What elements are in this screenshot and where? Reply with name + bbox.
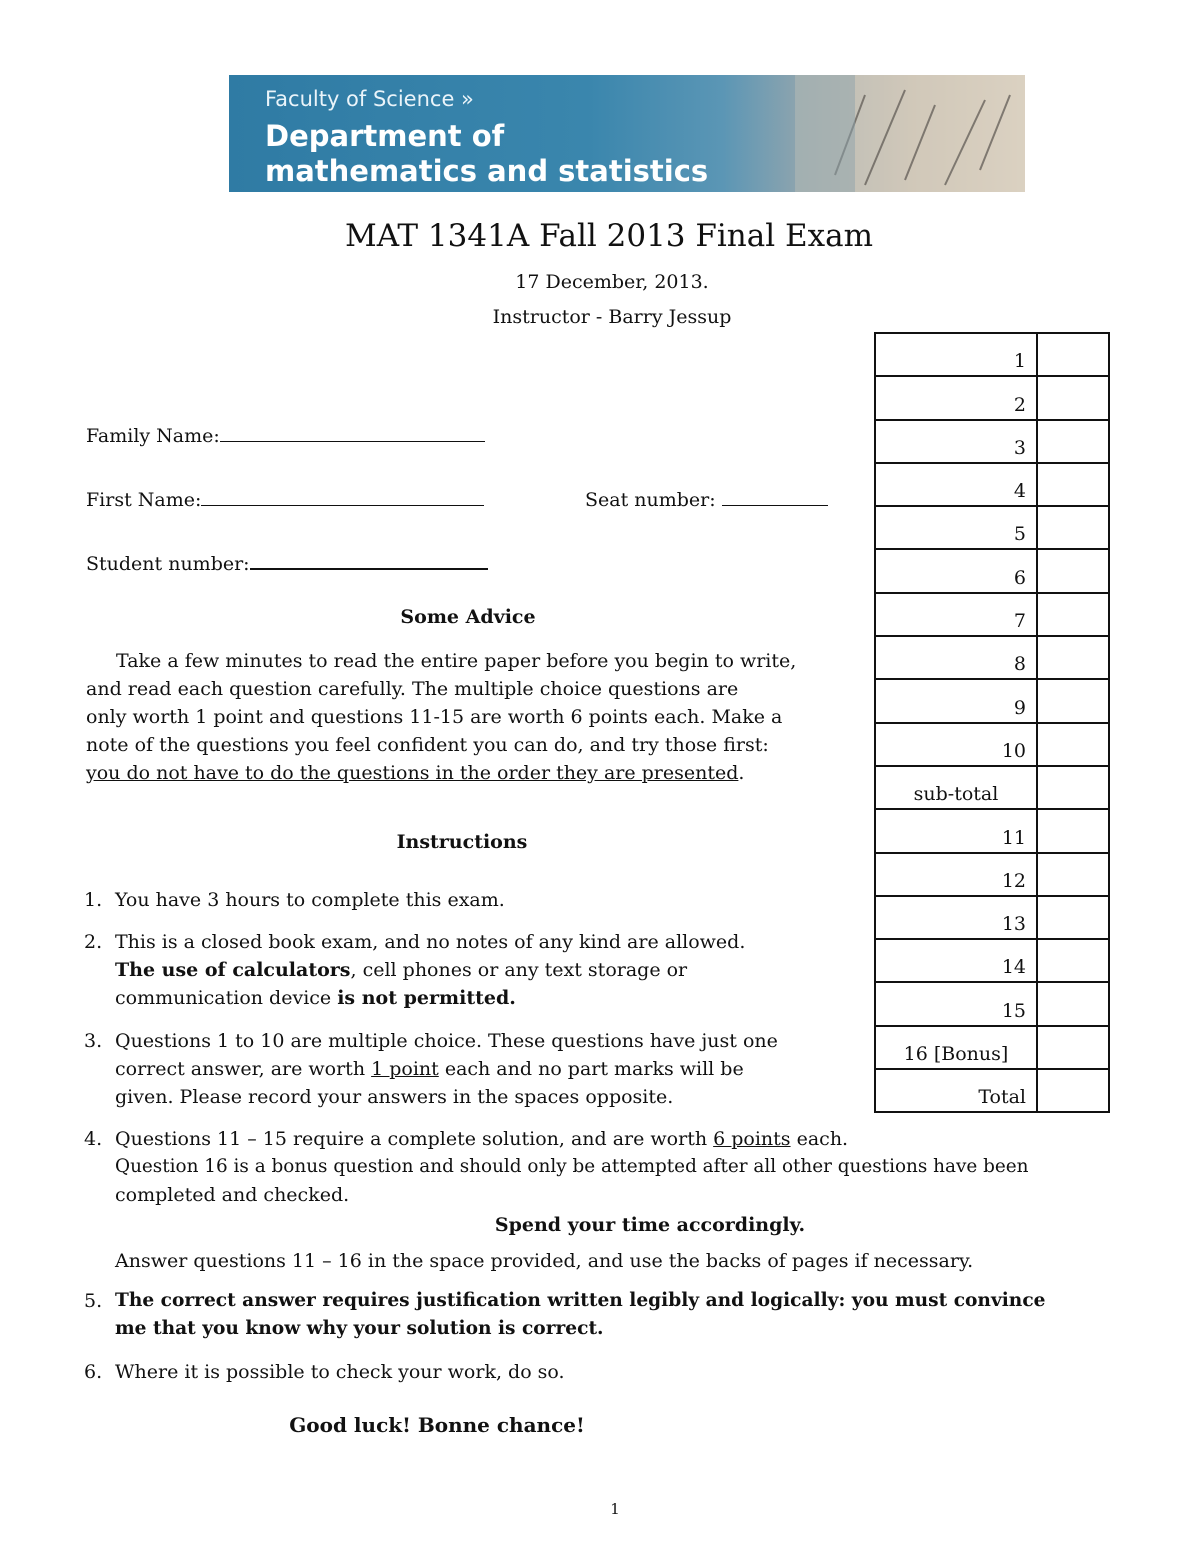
score-row-label: 11 bbox=[875, 809, 1037, 852]
closing-message: Good luck! Bonne chance! bbox=[289, 1413, 585, 1437]
instruction-4-line-1-post: each. bbox=[790, 1128, 849, 1150]
instruction-3-line-2-pre: correct answer, are worth bbox=[115, 1058, 372, 1080]
score-row bbox=[875, 376, 1109, 419]
score-row-label: sub-total bbox=[875, 766, 1037, 809]
score-row bbox=[875, 463, 1109, 506]
instruction-number: 1. bbox=[84, 889, 103, 911]
instruction-text: Where it is possible to check your work, do so. bbox=[115, 1361, 565, 1383]
score-row bbox=[875, 679, 1109, 722]
instruction-2-line-2 bbox=[115, 956, 1155, 984]
spend-time-bold-line: Spend your time accordingly. bbox=[494, 1214, 806, 1236]
instruction-text bbox=[115, 1027, 875, 1111]
score-row-label: 8 bbox=[875, 636, 1037, 679]
score-row-label: 12 bbox=[875, 853, 1037, 896]
score-row bbox=[875, 1026, 1109, 1069]
score-entry-box[interactable] bbox=[1037, 376, 1109, 419]
advice-line-2: and read each question carefully. The multiple choice questions are bbox=[86, 678, 739, 700]
family-name-label: Family Name: bbox=[86, 425, 220, 447]
family-name-blank[interactable] bbox=[220, 423, 485, 442]
score-row-label: 7 bbox=[875, 593, 1037, 636]
score-entry-box[interactable] bbox=[1037, 809, 1109, 852]
advice-heading: Some Advice bbox=[400, 606, 536, 628]
score-row-label: 13 bbox=[875, 896, 1037, 939]
instruction-5-line-1: The correct answer requires justification written legibly and logically: you must convince bbox=[115, 1290, 1046, 1311]
faculty-label: Faculty of Science » bbox=[265, 87, 474, 111]
instruction-number: 4. bbox=[84, 1128, 103, 1150]
instruction-text bbox=[115, 928, 1155, 1012]
score-row bbox=[875, 549, 1109, 592]
first-name-field[interactable] bbox=[86, 487, 484, 511]
advice-line-5 bbox=[86, 759, 846, 787]
score-row-label: 3 bbox=[875, 420, 1037, 463]
department-line-2: mathematics and statistics bbox=[265, 154, 709, 188]
instruction-3-line-3: given. Please record your answers in the spaces opposite. bbox=[115, 1086, 674, 1108]
decorative-paper-image bbox=[795, 75, 1025, 192]
instruction-4-line-1 bbox=[115, 1125, 1155, 1153]
page-number: 1 bbox=[610, 1500, 620, 1518]
score-entry-box[interactable] bbox=[1037, 593, 1109, 636]
score-entry-box[interactable] bbox=[1037, 506, 1109, 549]
score-row bbox=[875, 506, 1109, 549]
exam-title: MAT 1341A Fall 2013 Final Exam bbox=[344, 218, 874, 254]
seat-number-label: Seat number: bbox=[585, 489, 716, 511]
score-row-label: 15 bbox=[875, 982, 1037, 1025]
score-entry-box[interactable] bbox=[1037, 1069, 1109, 1112]
instructions-heading: Instructions bbox=[396, 831, 528, 853]
instruction-2-line-1: This is a closed book exam, and no notes of any kind are allowed. bbox=[115, 931, 746, 953]
instruction-4-line-4: Answer questions 11 – 16 in the space provided, and use the backs of pages if necessary. bbox=[115, 1250, 974, 1272]
score-row-label: 4 bbox=[875, 463, 1037, 506]
score-row bbox=[875, 1069, 1109, 1112]
score-row-label: 14 bbox=[875, 939, 1037, 982]
instruction-4-line-2: Question 16 is a bonus question and should only be attempted after all other questions have been bbox=[115, 1156, 1029, 1177]
department-name bbox=[265, 119, 708, 189]
score-entry-box[interactable] bbox=[1037, 333, 1109, 376]
seat-number-blank[interactable] bbox=[722, 487, 828, 506]
instruction-number: 3. bbox=[84, 1030, 103, 1052]
score-row-label: 2 bbox=[875, 376, 1037, 419]
student-number-field[interactable] bbox=[86, 550, 488, 575]
first-name-label: First Name: bbox=[86, 489, 202, 511]
seat-number-field[interactable] bbox=[585, 487, 828, 511]
instruction-4-line-1-pre: Questions 11 – 15 require a complete solution, and are worth bbox=[115, 1128, 714, 1150]
score-entry-box[interactable] bbox=[1037, 766, 1109, 809]
calculators-bold-text: The use of calculators bbox=[115, 959, 351, 981]
instruction-3-line-2 bbox=[115, 1055, 875, 1083]
instruction-number: 6. bbox=[84, 1361, 103, 1383]
score-row bbox=[875, 723, 1109, 766]
one-point-underlined: 1 point bbox=[371, 1058, 439, 1080]
department-banner bbox=[229, 75, 1025, 192]
score-row-label: Total bbox=[875, 1069, 1037, 1112]
department-line-1: Department of bbox=[265, 119, 505, 153]
score-entry-box[interactable] bbox=[1037, 636, 1109, 679]
score-row bbox=[875, 420, 1109, 463]
instruction-5-line-2: me that you know why your solution is correct. bbox=[115, 1318, 604, 1339]
score-entry-box[interactable] bbox=[1037, 723, 1109, 766]
score-row-label: 5 bbox=[875, 506, 1037, 549]
student-number-blank[interactable] bbox=[250, 550, 488, 570]
score-entry-box[interactable] bbox=[1037, 549, 1109, 592]
not-permitted-bold-text: is not permitted. bbox=[337, 987, 516, 1009]
advice-paragraph bbox=[86, 647, 846, 787]
advice-underlined-text: you do not have to do the questions in the order they are presented bbox=[86, 762, 739, 784]
score-entry-box[interactable] bbox=[1037, 1026, 1109, 1069]
instruction-4-line-3: completed and checked. bbox=[115, 1184, 350, 1206]
exam-date: 17 December, 2013. bbox=[515, 271, 709, 293]
six-points-underlined: 6 points bbox=[713, 1128, 791, 1150]
instruction-text bbox=[115, 1287, 1155, 1343]
score-row bbox=[875, 636, 1109, 679]
score-row-label: 16 [Bonus] bbox=[875, 1026, 1037, 1069]
score-row bbox=[875, 766, 1109, 809]
instruction-text bbox=[115, 1125, 1155, 1275]
score-row-label: 6 bbox=[875, 549, 1037, 592]
instruction-3-line-1: Questions 1 to 10 are multiple choice. These questions have just one bbox=[115, 1030, 778, 1052]
score-row-label: 1 bbox=[875, 333, 1037, 376]
instruction-2-line-3-text: communication device bbox=[115, 987, 338, 1009]
first-name-blank[interactable] bbox=[201, 487, 484, 506]
score-entry-box[interactable] bbox=[1037, 463, 1109, 506]
score-row-label: 9 bbox=[875, 679, 1037, 722]
advice-line-1: Take a few minutes to read the entire paper before you begin to write, bbox=[116, 650, 797, 672]
score-row bbox=[875, 333, 1109, 376]
instructor-line: Instructor - Barry Jessup bbox=[492, 306, 732, 328]
score-entry-box[interactable] bbox=[1037, 679, 1109, 722]
instruction-text: You have 3 hours to complete this exam. bbox=[115, 889, 505, 911]
score-entry-box[interactable] bbox=[1037, 420, 1109, 463]
instruction-number: 2. bbox=[84, 931, 103, 953]
instruction-3-line-2-post: each and no part marks will be bbox=[438, 1058, 744, 1080]
advice-line-3: only worth 1 point and questions 11-15 are worth 6 points each. Make a bbox=[86, 706, 783, 728]
score-row-label: 10 bbox=[875, 723, 1037, 766]
instruction-2-line-2-rest: , cell phones or any text storage or bbox=[350, 959, 688, 981]
family-name-field[interactable] bbox=[86, 423, 485, 447]
advice-period: . bbox=[738, 762, 745, 784]
advice-line-4: note of the questions you feel confident you can do, and try those first: bbox=[86, 734, 769, 756]
student-number-label: Student number: bbox=[86, 553, 250, 575]
instruction-2-line-3 bbox=[115, 984, 1155, 1012]
instruction-number: 5. bbox=[84, 1290, 103, 1312]
